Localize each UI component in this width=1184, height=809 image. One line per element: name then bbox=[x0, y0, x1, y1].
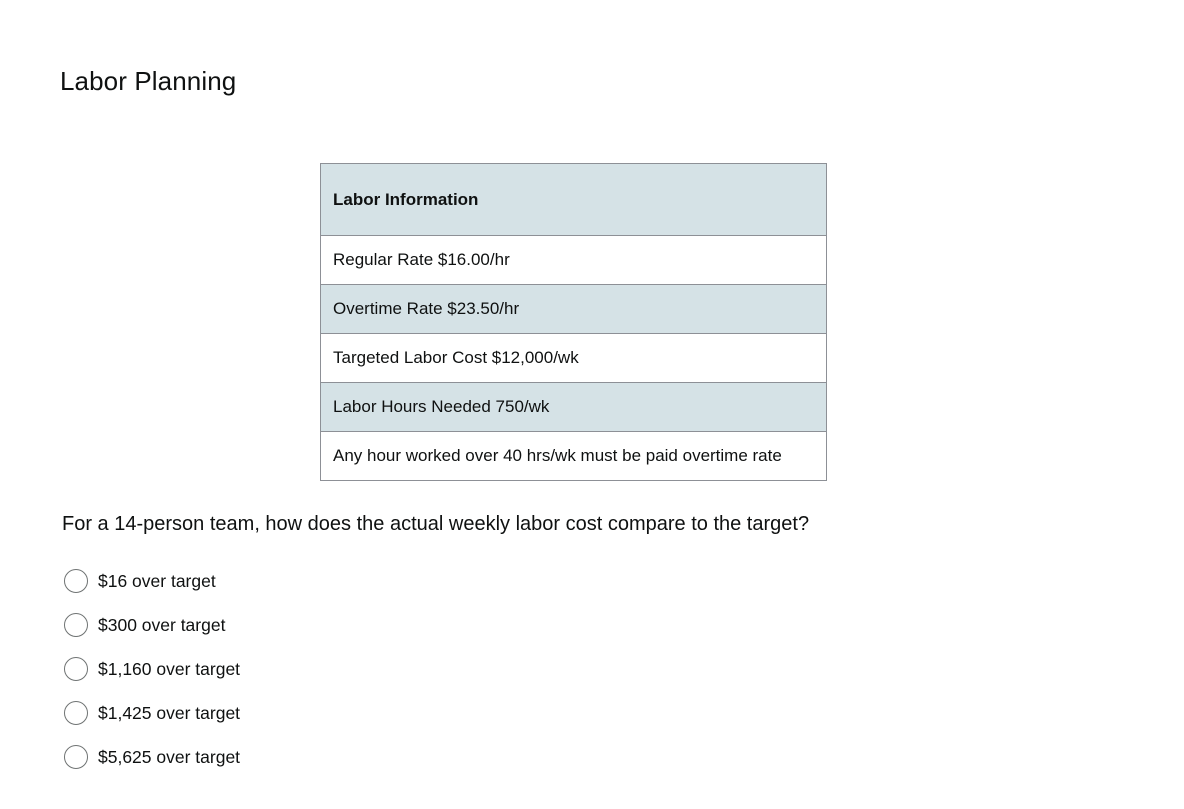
overtime-rule-cell: Any hour worked over 40 hrs/wk must be paid overtime rate bbox=[321, 432, 827, 481]
table-row bbox=[321, 285, 827, 334]
radio-button[interactable] bbox=[64, 745, 88, 769]
regular-rate-cell: Regular Rate $16.00/hr bbox=[321, 236, 827, 285]
page-title: Labor Planning bbox=[60, 66, 237, 96]
table-header-row bbox=[321, 164, 827, 236]
answer-options bbox=[64, 559, 240, 779]
question-text: For a 14-person team, how does the actual weekly labor cost compare to the target? bbox=[62, 513, 810, 535]
radio-button[interactable] bbox=[64, 569, 88, 593]
table-row bbox=[321, 432, 827, 481]
table-row bbox=[321, 383, 827, 432]
option-label[interactable]: $16 over target bbox=[98, 570, 216, 591]
table-header: Labor Information bbox=[321, 164, 827, 236]
radio-button[interactable] bbox=[64, 613, 88, 637]
radio-button[interactable] bbox=[64, 701, 88, 725]
option-label[interactable]: $300 over target bbox=[98, 614, 226, 635]
answer-option-5[interactable] bbox=[64, 735, 240, 779]
answer-option-4[interactable] bbox=[64, 691, 240, 735]
option-label[interactable]: $1,160 over target bbox=[98, 658, 241, 679]
option-label[interactable]: $5,625 over target bbox=[98, 746, 241, 767]
overtime-rate-cell: Overtime Rate $23.50/hr bbox=[321, 285, 827, 334]
labor-hours-needed-cell: Labor Hours Needed 750/wk bbox=[321, 383, 827, 432]
option-label[interactable]: $1,425 over target bbox=[98, 702, 241, 723]
table-row bbox=[321, 236, 827, 285]
labor-information-table bbox=[320, 163, 827, 481]
answer-option-2[interactable] bbox=[64, 603, 240, 647]
targeted-labor-cost-cell: Targeted Labor Cost $12,000/wk bbox=[321, 334, 827, 383]
answer-option-3[interactable] bbox=[64, 647, 240, 691]
radio-button[interactable] bbox=[64, 657, 88, 681]
table-row bbox=[321, 334, 827, 383]
answer-option-1[interactable] bbox=[64, 559, 240, 603]
